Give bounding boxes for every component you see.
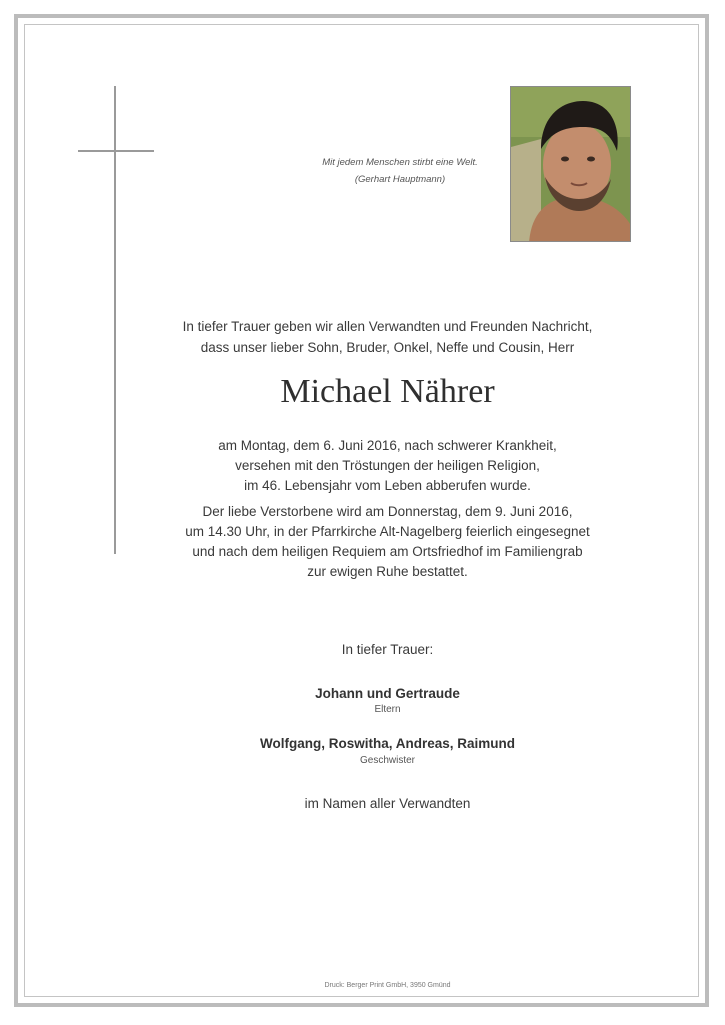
details-line: versehen mit den Tröstungen der heiligen Religion, bbox=[235, 458, 540, 473]
deceased-name: Michael Nährer bbox=[280, 373, 495, 410]
mourner-relation: Eltern bbox=[374, 704, 401, 715]
mourner-relation: Geschwister bbox=[359, 755, 415, 766]
details-line: im 46. Lebensjahr vom Leben abberufen wurde. bbox=[244, 478, 531, 493]
funeral-line: und nach dem heiligen Requiem am Ortsfriedhof im Familiengrab bbox=[192, 544, 583, 559]
printer-credit: Druck: Berger Print GmbH, 3950 Gmünd bbox=[324, 982, 451, 989]
details-line: am Montag, dem 6. Juni 2016, nach schwerer Krankheit, bbox=[218, 438, 557, 453]
funeral-details bbox=[100, 502, 675, 582]
funeral-line: zur ewigen Ruhe bestattet. bbox=[307, 564, 468, 579]
quote bbox=[290, 154, 510, 188]
quote-author: (Gerhart Hauptmann) bbox=[354, 174, 446, 185]
funeral-line: Der liebe Verstorbene wird am Donnerstag, dem 9. Juni 2016, bbox=[202, 504, 573, 519]
portrait-image bbox=[511, 87, 631, 242]
portrait-photo bbox=[510, 86, 631, 242]
intro-line: In tiefer Trauer geben wir allen Verwandten und Freunden Nachricht, bbox=[182, 319, 593, 334]
intro-line: dass unser lieber Sohn, Bruder, Onkel, Neffe und Cousin, Herr bbox=[200, 340, 575, 355]
mourner-name: Wolfgang, Roswitha, Andreas, Raimund bbox=[259, 736, 516, 751]
funeral-line: um 14.30 Uhr, in der Pfarrkirche Alt-Nagelberg feierlich eingesegnet bbox=[185, 524, 590, 539]
quote-text: Mit jedem Menschen stirbt eine Welt. bbox=[322, 157, 478, 168]
closing-text: im Namen aller Verwandten bbox=[304, 796, 471, 811]
mourner-name: Johann und Gertraude bbox=[315, 686, 460, 701]
cross-icon-bar bbox=[78, 150, 154, 152]
intro-paragraph bbox=[100, 316, 675, 358]
mourning-heading: In tiefer Trauer: bbox=[341, 642, 434, 657]
death-details bbox=[100, 436, 675, 496]
